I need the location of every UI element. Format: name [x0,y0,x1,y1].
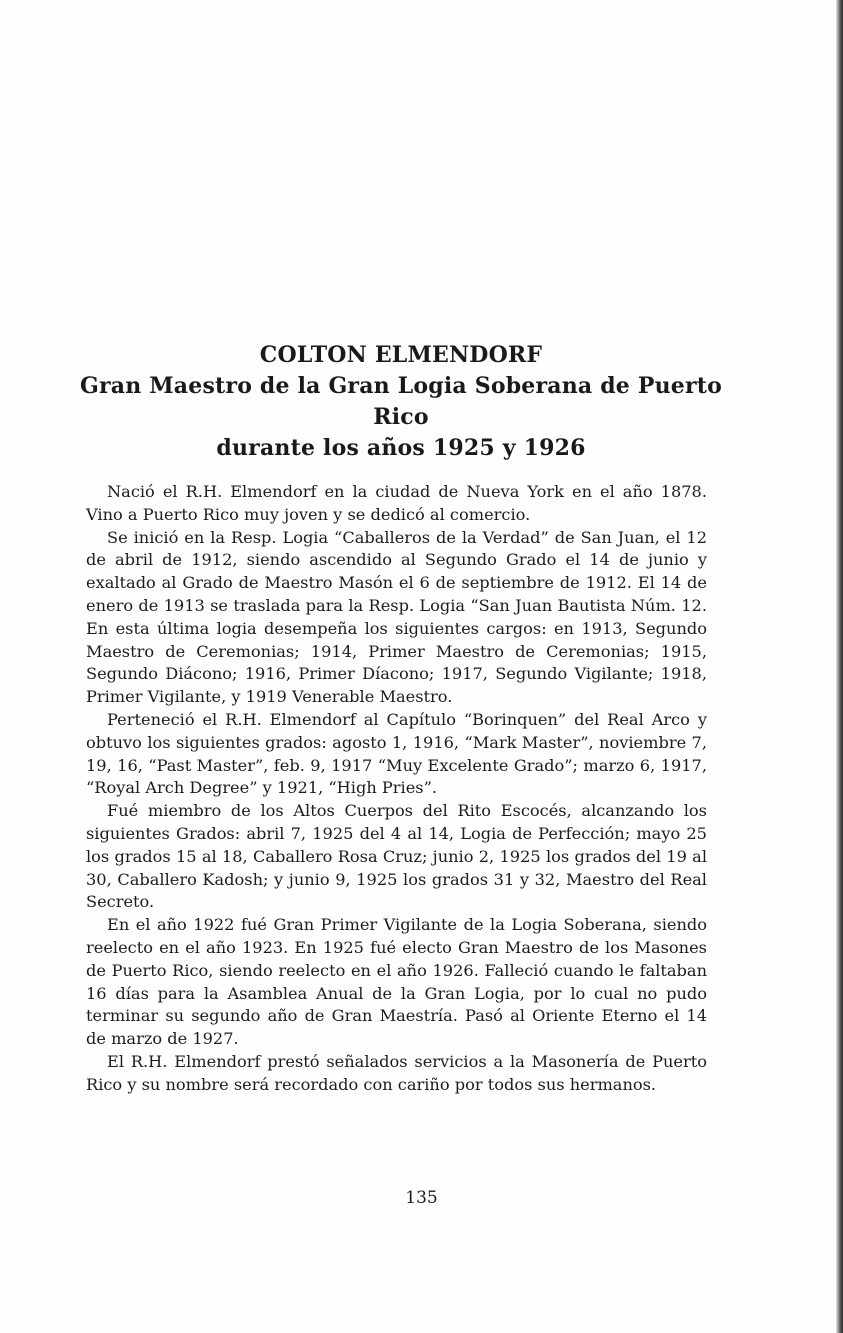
title-name: COLTON ELMENDORF [259,342,543,368]
paragraph-birth: Nació el R.H. Elmendorf en la ciudad de Nueva York en el año 1878. Vino a Puerto Rico muy joven y se dedicó al comercio. [86,482,707,524]
paragraph-grand-master: En el año 1922 fué Gran Primer Vigilante de la Logia Soberana, siendo reelecto en el año 1923. En 1925 fué electo Gran Maestro de los Masones de Puerto Rico, siendo reelecto en el año 1926. Falleció cuando le faltaban 16 días para la Asamblea Anual de la Gran Logia, por lo cual no pudo terminar su segundo año de Gran Maestría. Pasó al Oriente Eterno el 14 de marzo de 1927. [86,915,707,1049]
scan-edge-shadow [836,0,843,1333]
page-number: 135 [405,1188,438,1208]
title-role-line-1: Gran Maestro de la Gran Logia Soberana de Puerto [79,373,723,399]
title-block [40,340,762,464]
title-period: durante los años 1925 y 1926 [216,435,586,461]
body-text [86,481,707,1097]
paragraph-royal-arch: Perteneció el R.H. Elmendorf al Capítulo “Borinquen” del Real Arco y obtuvo los siguientes grados: agosto 1, 1916, “Mark Master”, noviembre 7, 19, 16, “Past Master”, feb. 9, 1917 “Muy Excelente Grado”; marzo 6, 1917, “Royal Arch Degree” y 1921, “High Pries”. [86,709,707,798]
paragraph-initiation: Se inició en la Resp. Logia “Caballeros de la Verdad” de San Juan, el 12 de abril de 1912, siendo ascendido al Segundo Grado el 14 de junio y exaltado al Grado de Maestro Masón el 6 de septiembre de 1912. El 14 de enero de 1913 se traslada para la Resp. Logia “San Juan Bautista Núm. 12. En esta última logia desempeña los siguientes cargos: en 1913, Segundo Maestro de Ceremonias; 1914, Primer Maestro de Ceremonias; 1915, Segundo Diácono; 1916, Primer Díacono; 1917, Segundo Vigilante; 1918, Primer Vigilante, y 1919 Venerable Maestro. [86,527,707,707]
title-role-line-2: Rico [373,404,429,430]
paragraph-legacy: El R.H. Elmendorf prestó señalados servicios a la Masonería de Puerto Rico y su nombre será recordado con cariño por todos sus hermanos. [86,1051,707,1094]
paragraph-scottish-rite: Fué miembro de los Altos Cuerpos del Rito Escocés, alcanzando los siguientes Grados: abril 7, 1925 del 4 al 14, Logia de Perfección; mayo 25 los grados 15 al 18, Caballero Rosa Cruz; junio 2, 1925 los grados del 19 al 30, Caballero Kadosh; y junio 9, 1925 los grados 31 y 32, Maestro del Real Secreto. [86,801,707,912]
